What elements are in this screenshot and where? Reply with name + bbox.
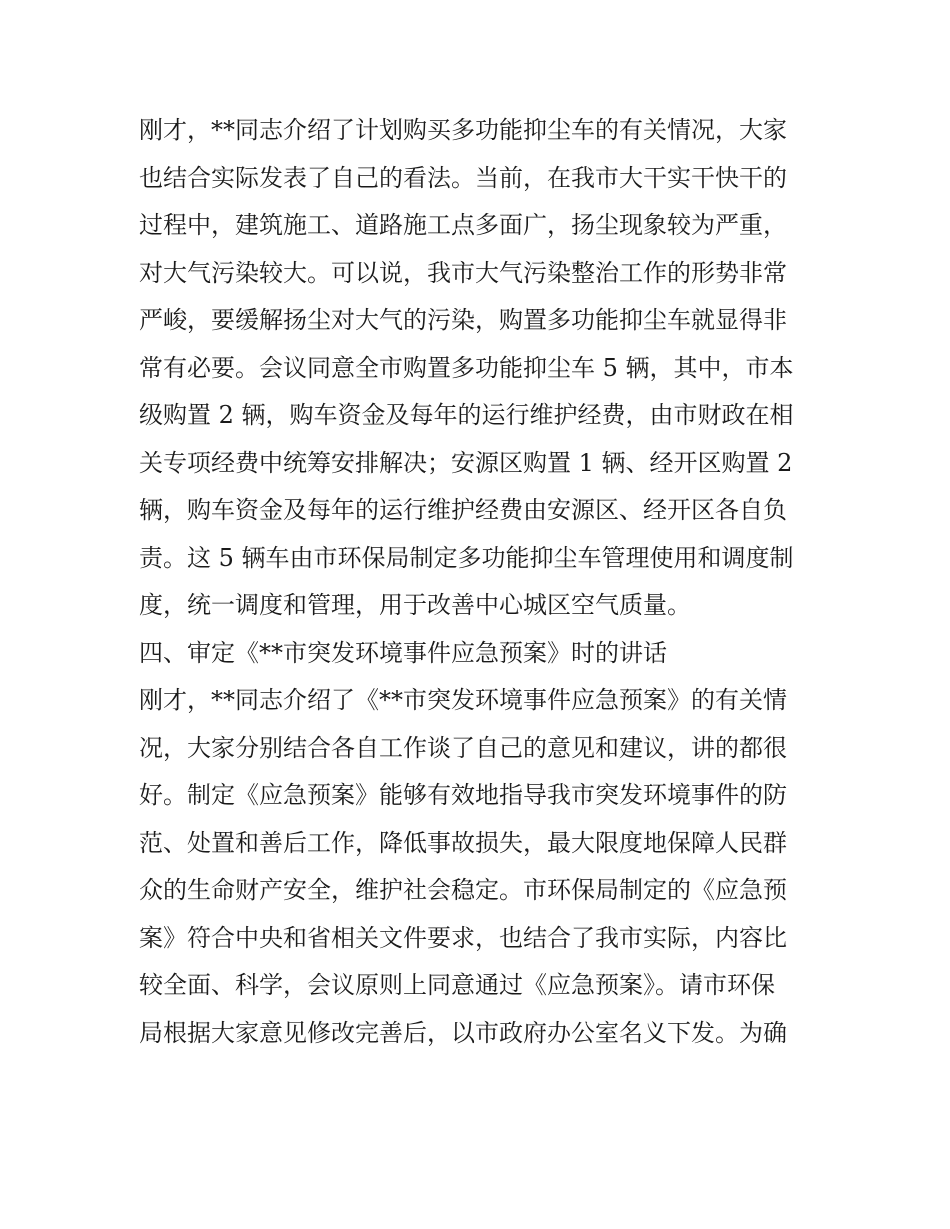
text-line: 辆，购车资金及每年的运行维护经费由安源区、经开区各自负 [139, 496, 787, 524]
text-line: 级购置 2 辆，购车资金及每年的运行维护经费，由市财政在相 [139, 401, 794, 429]
text-line: 众的生命财产安全，维护社会稳定。市环保局制定的《应急预 [139, 876, 787, 904]
text-line: 也结合实际发表了自己的看法。当前，在我市大干实干快干的 [139, 163, 787, 192]
body-text [139, 107, 819, 1057]
text-line: 范、处置和善后工作，降低事故损失，最大限度地保障人民群 [139, 828, 787, 857]
text-line: 严峻，要缓解扬尘对大气的污染，购置多功能抑尘车就显得非 [139, 306, 787, 334]
text-line: 度，统一调度和管理，用于改善中心城区空气质量。 [139, 591, 691, 619]
text-line: 案》符合中央和省相关文件要求，也结合了我市实际，内容比 [139, 923, 787, 952]
text-line: 好。制定《应急预案》能够有效地指导我市突发环境事件的防 [139, 781, 787, 809]
text-line: 责。这 5 辆车由市环保局制定多功能抑尘车管理使用和调度制 [139, 543, 794, 572]
section-heading: 四、审定《**市突发环境事件应急预案》时的讲话 [139, 638, 667, 667]
text-line: 较全面、科学，会议原则上同意通过《应急预案》。请市环保 [139, 971, 775, 999]
text-line: 过程中，建筑施工、道路施工点多面广，扬尘现象较为严重， [139, 211, 787, 239]
text-line: 关专项经费中统筹安排解决；安源区购置 1 辆、经开区购置 2 [139, 448, 793, 477]
text-line: 局根据大家意见修改完善后，以市政府办公室名义下发。为确 [139, 1018, 787, 1047]
text-line: 况，大家分别结合各自工作谈了自己的意见和建议，讲的都很 [139, 733, 787, 762]
text-line: 刚才，**同志介绍了计划购买多功能抑尘车的有关情况，大家 [139, 116, 787, 144]
text-line: 常有必要。会议同意全市购置多功能抑尘车 5 辆，其中，市本 [139, 353, 794, 382]
text-line: 对大气污染较大。可以说，我市大气污染整治工作的形势非常 [139, 258, 787, 287]
text-line: 刚才，**同志介绍了《**市突发环境事件应急预案》的有关情 [139, 686, 787, 714]
